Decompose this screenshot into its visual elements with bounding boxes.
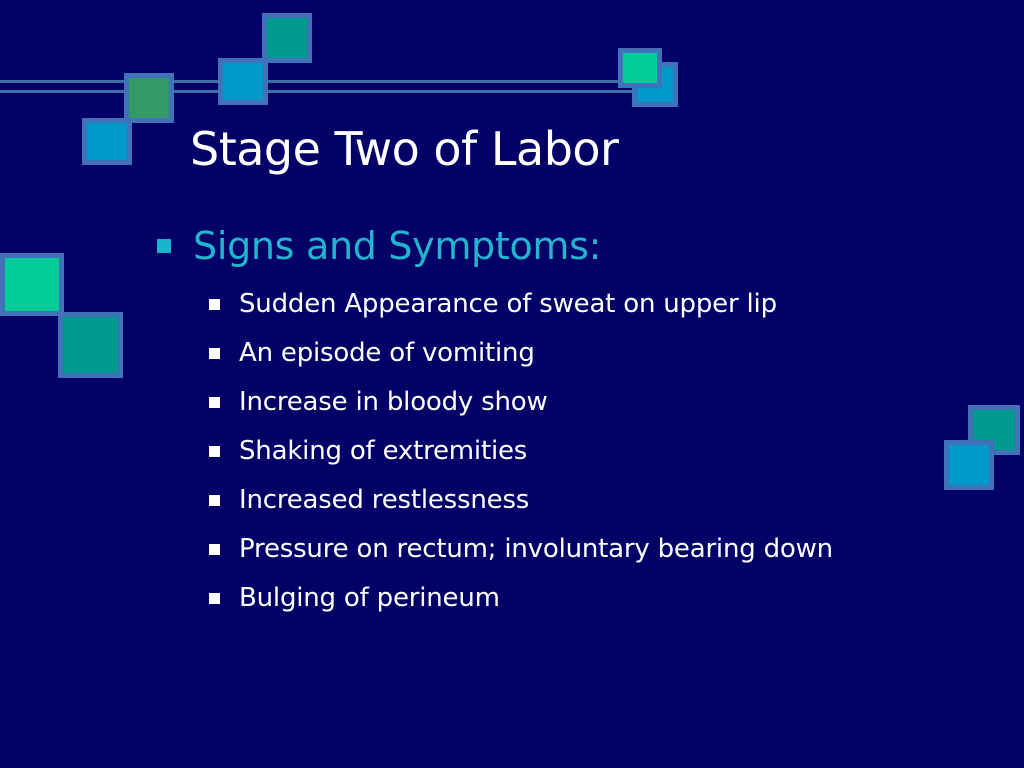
decorative-line-top: [0, 80, 660, 83]
decorative-square: [618, 48, 662, 88]
list-item: [207, 480, 907, 520]
square-bullet-icon: [209, 495, 220, 506]
list-item-text: Bulging of perineum: [239, 583, 500, 613]
list-item-text: Increased restlessness: [239, 485, 530, 515]
list-item: [207, 284, 907, 324]
decorative-square: [82, 118, 132, 165]
square-bullet-icon: [209, 544, 220, 555]
slide-title: Stage Two of Labor: [190, 122, 619, 176]
decorative-square: [218, 58, 268, 105]
square-bullet-icon: [209, 593, 220, 604]
decorative-square: [944, 440, 994, 490]
list-item-text: Shaking of extremities: [239, 436, 528, 466]
list-item: [207, 382, 907, 422]
section-heading: Signs and Symptoms:: [193, 224, 602, 268]
list-item: [207, 578, 907, 618]
square-bullet-icon: [209, 299, 220, 310]
heading-bullet-row: [157, 224, 601, 268]
list-item: [207, 333, 907, 373]
square-bullet-icon: [209, 397, 220, 408]
square-bullet-icon: [157, 239, 171, 253]
square-bullet-icon: [209, 446, 220, 457]
list-item-text: An episode of vomiting: [239, 338, 535, 368]
decorative-square: [0, 253, 64, 316]
square-bullet-icon: [209, 348, 220, 359]
list-item: [207, 529, 907, 569]
list-item: [207, 431, 907, 471]
list-item-text: Sudden Appearance of sweat on upper lip: [239, 289, 777, 319]
list-item-text: Pressure on rectum; involuntary bearing down: [239, 534, 833, 564]
decorative-line-top-2: [0, 90, 660, 93]
list-item-text: Increase in bloody show: [239, 387, 548, 417]
decorative-square: [262, 13, 312, 63]
decorative-square: [124, 73, 174, 123]
symptom-list: [207, 284, 907, 627]
decorative-square: [58, 312, 123, 378]
